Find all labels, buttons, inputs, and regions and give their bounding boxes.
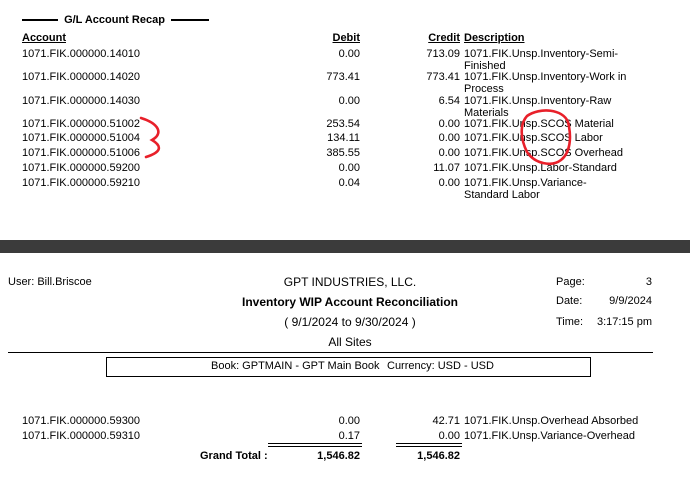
recap-row-credit: 0.00: [438, 177, 460, 189]
col-header-credit: Credit: [428, 32, 460, 44]
grand-total-label: Grand Total :: [200, 450, 268, 462]
date-range: ( 9/1/2024 to 9/30/2024 ): [284, 315, 416, 329]
recap-row-credit: 0.00: [438, 132, 460, 144]
recap-row-description: 1071.FIK.Unsp.Inventory-Semi-Finished: [464, 48, 619, 72]
currency-label: Currency: USD - USD: [387, 360, 494, 372]
header-rule: [8, 352, 653, 353]
recap-row-credit: 0.00: [438, 147, 460, 159]
recap-row-description: 1071.FIK.Unsp.Inventory-Work in Process: [464, 71, 627, 95]
report-title: Inventory WIP Account Reconciliation: [241, 295, 459, 309]
col-header-debit: Debit: [332, 32, 360, 44]
recap-row-description: 1071.FIK.Unsp.Inventory-Raw Materials: [464, 95, 612, 119]
recap-row-credit: 0.00: [438, 118, 460, 130]
book-label: Book: GPTMAIN - GPT Main Book: [211, 360, 380, 372]
recap-row-credit: 6.54: [438, 95, 460, 107]
recap-title: G/L Account Recap: [64, 14, 165, 26]
company-name: GPT INDUSTRIES, LLC.: [283, 275, 417, 289]
recap-row-debit: 0.00: [338, 48, 360, 60]
recap-row-description: 1071.FIK.Unsp.SCOS Labor: [464, 132, 603, 144]
recap-row-credit: 773.41: [426, 71, 460, 83]
grand-total-debit: 1,546.82: [317, 450, 360, 462]
recap-row-debit: 773.41: [326, 71, 360, 83]
detail-row-credit: 0.00: [438, 430, 460, 442]
date-value: 9/9/2024: [609, 295, 652, 307]
total-rule-debit-2: [268, 446, 362, 447]
total-rule-debit-1: [268, 443, 362, 444]
detail-row-debit: 0.17: [338, 430, 360, 442]
detail-row-account: 1071.FIK.000000.59300: [22, 415, 141, 427]
user-name: Bill.Briscoe: [37, 276, 92, 288]
detail-row-credit: 42.71: [432, 415, 460, 427]
page-number: 3: [645, 276, 652, 288]
detail-row-description: 1071.FIK.Unsp.Variance-Overhead: [464, 430, 635, 442]
recap-row-account: 1071.FIK.000000.59200: [22, 162, 141, 174]
recap-row-account: 1071.FIK.000000.14030: [22, 95, 141, 107]
col-header-account: Account: [22, 32, 66, 44]
recap-row-account: 1071.FIK.000000.51004: [22, 132, 141, 144]
recap-title-line: [22, 14, 209, 26]
recap-row-debit: 385.55: [326, 147, 360, 159]
recap-row-debit: 134.11: [327, 132, 360, 144]
detail-row-debit: 0.00: [338, 415, 360, 427]
recap-row-account: 1071.FIK.000000.14020: [22, 71, 141, 83]
recap-row-account: 1071.FIK.000000.14010: [22, 48, 141, 60]
recap-row-debit: 0.04: [338, 177, 360, 189]
recap-row-credit: 713.09: [426, 48, 460, 60]
recap-row-account: 1071.FIK.000000.51006: [22, 147, 141, 159]
time-label: Time:: [556, 316, 584, 328]
recap-row-description: 1071.FIK.Unsp.Labor-Standard: [464, 162, 617, 174]
sites-label: All Sites: [328, 335, 372, 349]
detail-row-description: 1071.FIK.Unsp.Overhead Absorbed: [464, 415, 639, 427]
recap-row-credit: 11.07: [433, 162, 460, 174]
total-rule-credit-2: [396, 446, 462, 447]
recap-row-debit: 253.54: [326, 118, 360, 130]
recap-row-description: 1071.FIK.Unsp.SCOS Material: [464, 118, 614, 130]
recap-row-description: 1071.FIK.Unsp.SCOS Overhead: [464, 147, 623, 159]
user-line: [8, 276, 92, 288]
date-label: Date:: [556, 295, 583, 307]
detail-row-account: 1071.FIK.000000.59310: [22, 430, 141, 442]
recap-row-account: 1071.FIK.000000.51002: [22, 118, 141, 130]
recap-row-description: 1071.FIK.Unsp.Variance-Standard Labor: [464, 177, 587, 201]
grand-total-credit: 1,546.82: [417, 450, 460, 462]
col-header-description: Description: [464, 32, 525, 44]
recap-row-debit: 0.00: [338, 162, 360, 174]
user-label: User:: [8, 276, 35, 288]
recap-row-debit: 0.00: [338, 95, 360, 107]
page-break-separator: [0, 240, 690, 253]
page-label: Page:: [556, 276, 585, 288]
time-value: 3:17:15 pm: [596, 316, 652, 328]
bracket-annotation: [141, 118, 159, 157]
total-rule-credit-1: [396, 443, 462, 444]
recap-row-account: 1071.FIK.000000.59210: [22, 177, 141, 189]
